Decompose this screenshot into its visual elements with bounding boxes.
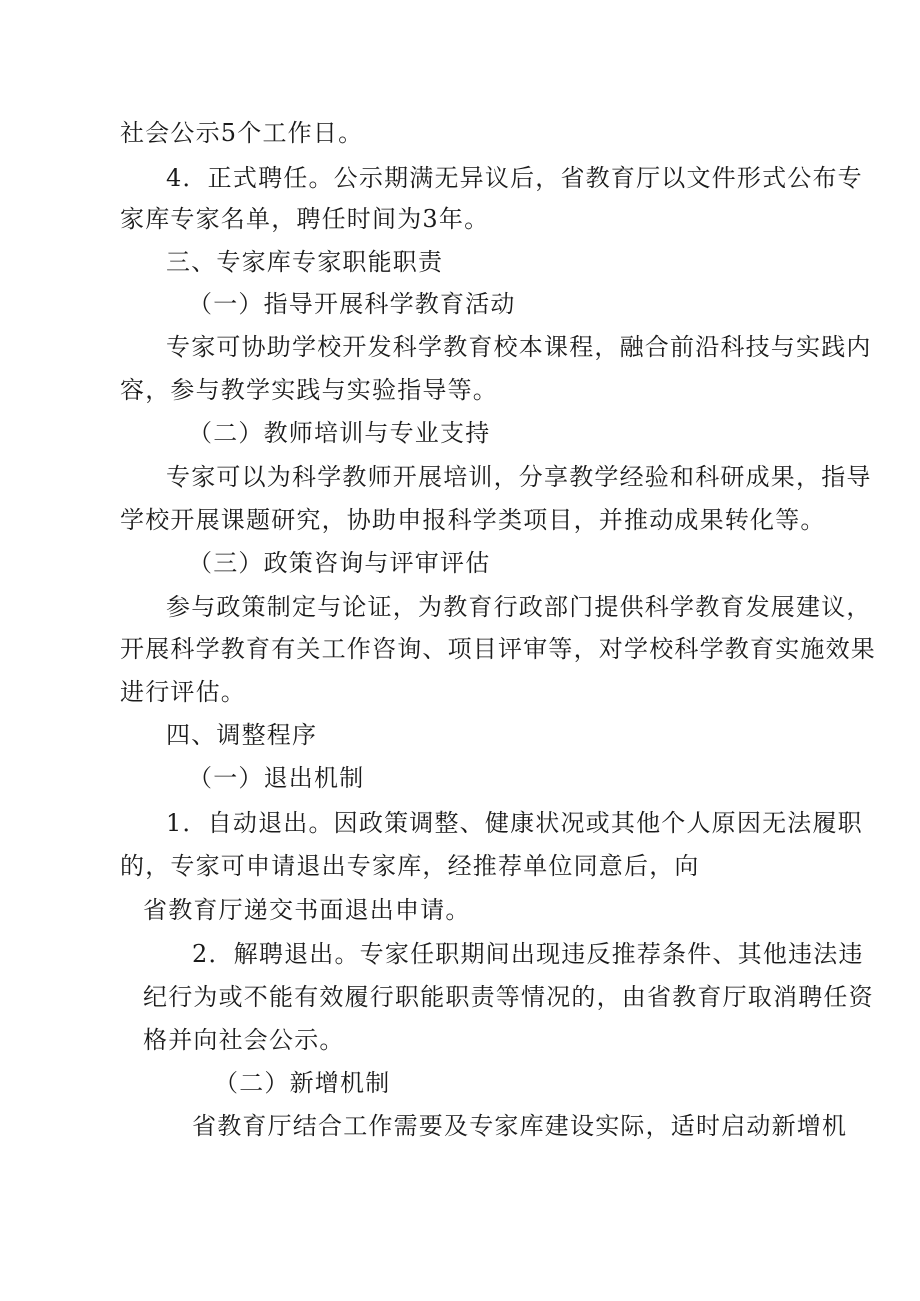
paragraph-line: 1．自动退出。因政策调整、健康状况或其他个人原因无法履职 bbox=[166, 809, 863, 837]
paragraph-line: 4．正式聘任。公示期满无异议后，省教育厅以文件形式公布专 bbox=[166, 164, 863, 192]
subsection-heading: （一）指导开展科学教育活动 bbox=[188, 290, 516, 318]
section-heading: 四、调整程序 bbox=[166, 721, 318, 749]
paragraph-line: 学校开展课题研究，协助申报科学类项目，并推动成果转化等。 bbox=[120, 506, 826, 534]
paragraph-line: 专家可协助学校开发科学教育校本课程，融合前沿科技与实践内 bbox=[166, 333, 872, 361]
paragraph-line: 纪行为或不能有效履行职能职责等情况的，由省教育厅取消聘任资 bbox=[143, 983, 874, 1011]
paragraph-line: 社会公示5个工作日。 bbox=[120, 119, 364, 147]
paragraph-line: 进行评估。 bbox=[120, 678, 246, 706]
paragraph-line: 格并向社会公示。 bbox=[143, 1026, 345, 1054]
subsection-heading: （二）教师培训与专业支持 bbox=[188, 419, 491, 447]
paragraph-line: 2．解聘退出。专家任职期间出现违反推荐条件、其他违法违 bbox=[192, 940, 864, 968]
paragraph-line: 家库专家名单，聘任时间为3年。 bbox=[120, 205, 490, 233]
subsection-heading: （三）政策咨询与评审评估 bbox=[188, 549, 491, 577]
paragraph-line: 专家可以为科学教师开展培训，分享教学经验和科研成果，指导 bbox=[166, 463, 872, 491]
paragraph-line: 的，专家可申请退出专家库，经推荐单位同意后，向 bbox=[120, 852, 700, 880]
paragraph-line: 容，参与教学实践与实验指导等。 bbox=[120, 376, 498, 404]
paragraph-line: 省教育厅递交书面退出申请。 bbox=[143, 896, 471, 924]
paragraph-line: 开展科学教育有关工作咨询、项目评审等，对学校科学教育实施效果 bbox=[120, 635, 876, 663]
subsection-heading: （一）退出机制 bbox=[188, 764, 365, 792]
subsection-heading: （二）新增机制 bbox=[214, 1069, 391, 1097]
paragraph-line: 省教育厅结合工作需要及专家库建设实际，适时启动新增机 bbox=[192, 1112, 848, 1140]
paragraph-line: 参与政策制定与论证，为教育行政部门提供科学教育发展建议， bbox=[166, 593, 872, 621]
section-heading: 三、专家库专家职能职责 bbox=[166, 248, 444, 276]
